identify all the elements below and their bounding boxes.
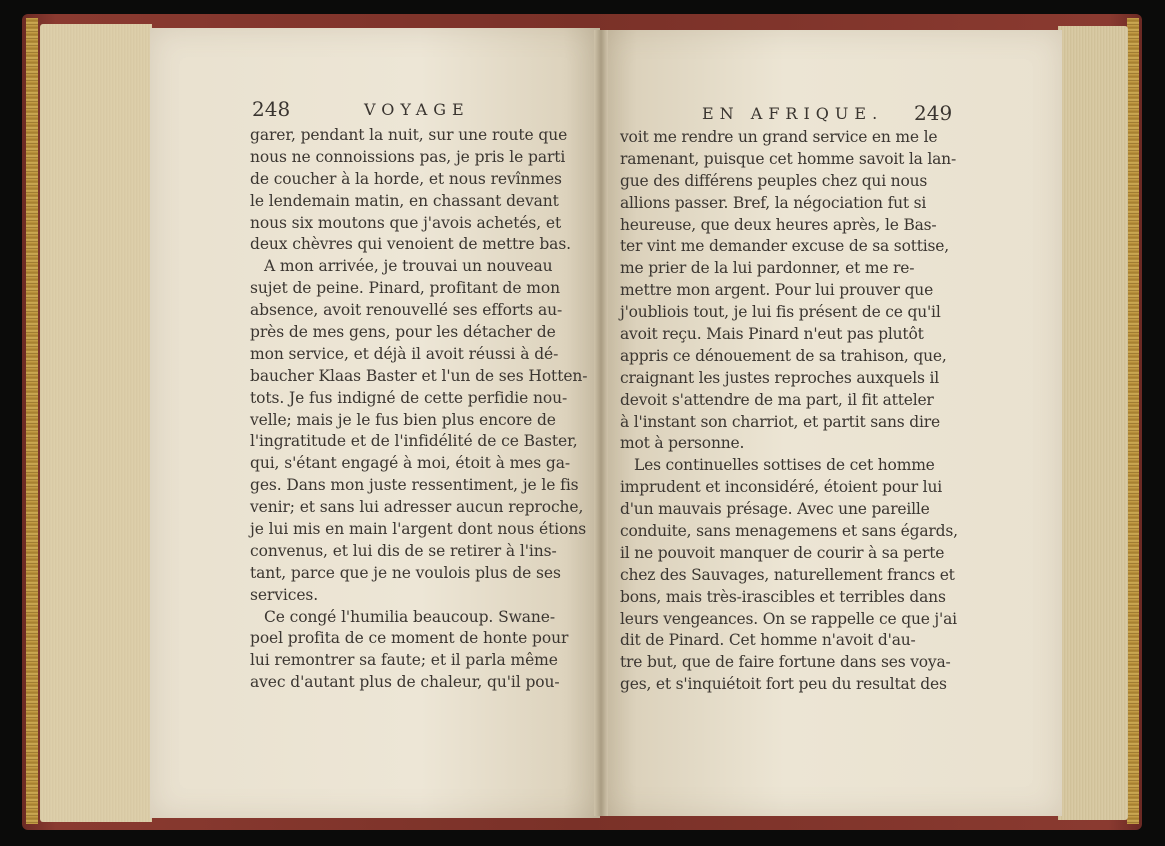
text-line: chez des Sauvages, naturellement francs et	[620, 565, 955, 584]
text-line: l'ingratitude et de l'infidélité de ce Baster,	[250, 432, 578, 451]
text-line: tre but, que de faire fortune dans ses voya-	[620, 653, 951, 672]
text-line: à l'instant son charriot, et partit sans dire	[620, 412, 940, 431]
text-line: poel profita de ce moment de honte pour	[250, 629, 569, 648]
text-line: garer, pendant la nuit, sur une route que	[250, 126, 568, 144]
text-line: devoit s'attendre de ma part, il fit atteler	[620, 390, 934, 409]
text-line: craignant les justes reproches auxquels il	[620, 368, 939, 387]
text-line: qui, s'étant engagé à moi, étoit à mes ga-	[250, 454, 571, 473]
text-line: mot à personne.	[620, 434, 745, 453]
text-line: A mon arrivée, je trouvai un nouveau	[264, 257, 553, 276]
text-line: nous six moutons que j'avois achetés, et	[250, 213, 562, 232]
text-line: absence, avoit renouvellé ses efforts au-	[250, 301, 563, 320]
text-line: sujet de peine. Pinard, profitant de mon	[250, 279, 560, 298]
text-line: convenus, et lui dis de se retirer à l'ins-	[250, 541, 557, 560]
left-page-number: 248	[252, 97, 291, 121]
text-line: me prier de la lui pardonner, et me re-	[620, 259, 915, 278]
left-running-title: VOYAGE	[364, 100, 470, 119]
text-line: leurs vengeances. On se rappelle ce que j'ai	[620, 609, 957, 628]
text-line: lui remontrer sa faute; et il parla même	[250, 651, 558, 670]
right-running-title: EN AFRIQUE.	[702, 104, 884, 123]
text-line: appris ce dénouement de sa trahison, que,	[620, 346, 947, 365]
text-line: mon service, et déjà il avoit réussi à dé-	[250, 344, 559, 363]
text-line: deux chèvres qui venoient de mettre bas.	[250, 235, 572, 254]
text-line: venir; et sans lui adresser aucun reproche,	[250, 498, 584, 517]
text-line: heureuse, que deux heures après, le Bas-	[620, 215, 937, 234]
text-line: Les continuelles sottises de cet homme	[634, 456, 935, 475]
text-line: ter vint me demander excuse de sa sottise,	[620, 237, 949, 256]
text-line: services.	[250, 585, 319, 604]
text-line: baucher Klaas Baster et l'un de ses Hotten-	[250, 366, 588, 385]
text-line: d'un mauvais présage. Avec une pareille	[620, 500, 930, 519]
text-line: bons, mais très-irascibles et terribles dans	[620, 587, 946, 606]
text-line: imprudent et inconsidéré, étoient pour lui	[620, 478, 942, 497]
text-line: conduite, sans menagemens et sans égards,	[620, 522, 958, 541]
text-line: près de mes gens, pour les détacher de	[250, 323, 556, 342]
text-line: il ne pouvoit manquer de courir à sa perte	[620, 543, 945, 562]
text-line: le lendemain matin, en chassant devant	[250, 191, 559, 210]
page-block-right	[1058, 26, 1128, 820]
text-line: ges. Dans mon juste ressentiment, je le fis	[250, 476, 579, 495]
text-line: Ce congé l'humilia beaucoup. Swane-	[264, 607, 556, 626]
text-line: de coucher à la horde, et nous revînmes	[250, 169, 562, 188]
text-line: dit de Pinard. Cet homme n'avoit d'au-	[620, 631, 916, 650]
gilt-edge-left	[26, 18, 38, 824]
text-line: nous ne connoissions pas, je pris le parti	[250, 147, 566, 166]
text-line: mettre mon argent. Pour lui prouver que	[620, 281, 934, 300]
text-line: je lui mis en main l'argent dont nous étions	[250, 520, 587, 539]
book-gutter	[594, 30, 608, 816]
right-page-text	[620, 127, 958, 696]
text-line: ramenant, puisque cet homme savoit la lan-	[620, 149, 956, 168]
text-line: voit me rendre un grand service en me le	[620, 128, 938, 146]
text-line: tots. Je fus indigné de cette perfidie nou-	[250, 388, 568, 407]
text-line: tant, parce que je ne voulois plus de ses	[250, 563, 561, 582]
text-line: avoit reçu. Mais Pinard n'eut pas plutôt	[620, 325, 924, 344]
gilt-edge-right	[1127, 18, 1139, 824]
text-line: j'oubliois tout, je lui fis présent de ce qu'il	[620, 303, 941, 322]
text-line: gue des différens peuples chez qui nous	[620, 171, 928, 190]
text-line: ges, et s'inquiétoit fort peu du resultat des	[620, 675, 947, 694]
text-line: allions passer. Bref, la négociation fut si	[620, 193, 927, 212]
text-line: velle; mais je le fus bien plus encore de	[250, 410, 556, 429]
text-line: avec d'autant plus de chaleur, qu'il pou-	[250, 673, 560, 692]
left-page-text	[250, 125, 587, 694]
right-page-number: 249	[914, 101, 953, 125]
page-block-left	[40, 24, 152, 822]
